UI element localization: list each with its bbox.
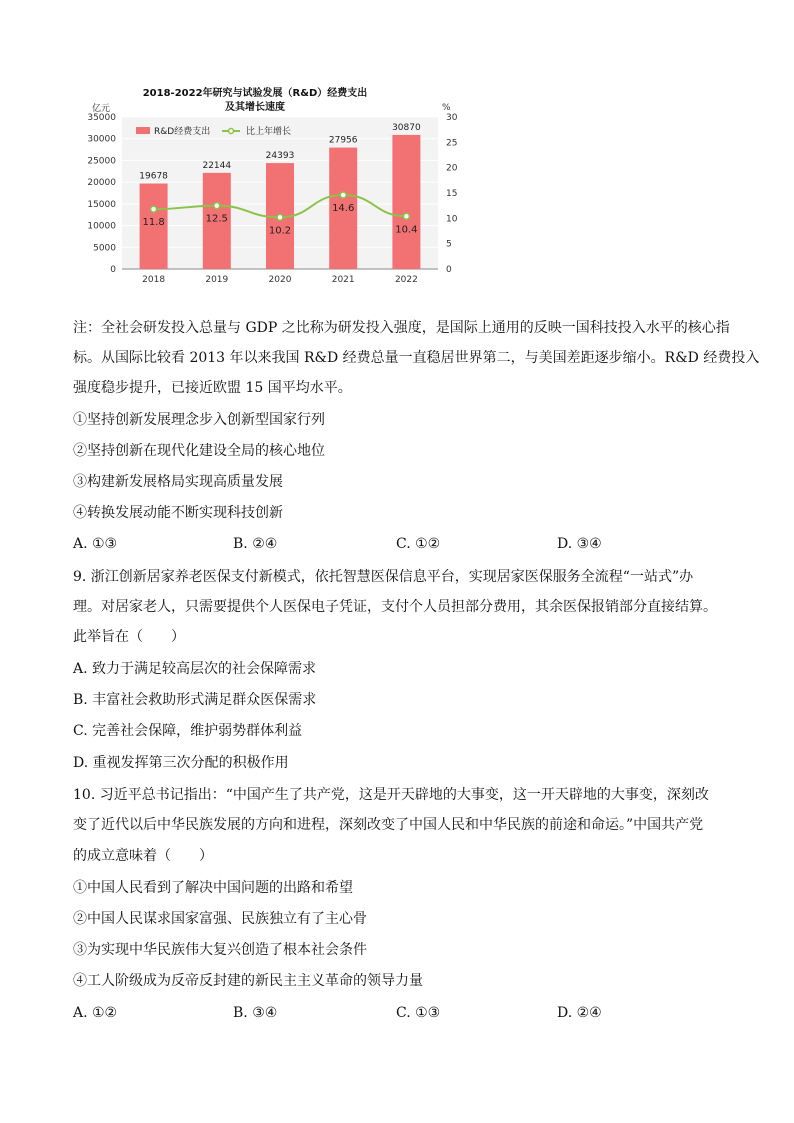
q8-item-1: ①坚持创新发展理念步入创新型国家行列	[73, 412, 325, 428]
q8-option-c[interactable]: C. ①②	[396, 536, 441, 552]
y-right-tick-label: 25	[446, 138, 458, 149]
bar-value-label: 27956	[328, 135, 358, 146]
bar-value-label: 22144	[202, 160, 232, 171]
q10-stem-line-2: 变了近代以后中华民族发展的方向和进程，深刻改变了中国人民和中华民族的前途和命运。”中国共产党	[73, 817, 704, 833]
q9-option-a[interactable]: A. 致力于满足较高层次的社会保障需求	[73, 661, 317, 677]
bar-value-label: 19678	[139, 171, 168, 182]
note-line-3: 强度稳步提升，已接近欧盟 15 国平均水平。	[73, 380, 352, 396]
q8-option-a[interactable]: A. ①③	[73, 536, 118, 552]
q8-option-b[interactable]: B. ②④	[233, 536, 278, 552]
note-line-1: 注：全社会研发投入总量与 GDP 之比称为研发投入强度，是国际上通用的反映一国科技投入水平的核心指	[73, 320, 730, 336]
legend-bar-swatch	[136, 127, 150, 134]
q9-stem-line-3: 此举旨在（ ）	[73, 629, 185, 645]
q8-item-2: ②坚持创新在现代化建设全局的核心地位	[73, 443, 325, 459]
q10-item-3: ③为实现中华民族伟大复兴创造了根本社会条件	[73, 942, 367, 958]
q9-option-c[interactable]: C. 完善社会保障，维护弱势群体利益	[73, 723, 303, 739]
growth-value-label: 12.5	[205, 213, 228, 225]
y-left-tick-label: 20000	[87, 178, 116, 189]
y-left-tick-label: 5000	[93, 243, 116, 254]
y-right-tick-label: 0	[446, 265, 452, 275]
q9-option-d[interactable]: D. 重视发挥第三次分配的积极作用	[73, 755, 289, 771]
y-right-tick-label: 20	[446, 163, 458, 174]
y-left-tick-label: 15000	[87, 199, 116, 210]
y-right-tick-label: 30	[446, 113, 458, 123]
bar-value-label: 24393	[265, 151, 295, 162]
legend-bar-label: R&D经费支出	[154, 127, 211, 137]
legend-line-label: 比上年增长	[246, 127, 292, 137]
rd-expenditure-chart	[0, 0, 794, 300]
legend-line-marker	[229, 129, 234, 134]
x-tick-label: 2019	[205, 275, 229, 285]
y-right-tick-label: 10	[446, 214, 458, 225]
y-left-tick-label: 30000	[87, 134, 116, 145]
growth-value-label: 11.8	[142, 217, 165, 229]
x-tick-label: 2020	[268, 275, 292, 285]
q9-stem-line-1: 9. 浙江创新居家养老医保支付新模式，依托智慧医保信息平台，实现居家医保服务全流程“一站式”办	[73, 569, 694, 585]
growth-point	[340, 192, 346, 198]
q10-stem-line-1: 10. 习近平总书记指出：“中国产生了共产党，这是开天辟地的大事变，这一开天辟地的大事变，深刻改	[73, 787, 709, 803]
q10-item-2: ②中国人民谋求国家富强、民族独立有了主心骨	[73, 911, 367, 927]
y-right-tick-label: 5	[446, 239, 452, 250]
x-tick-label: 2018	[142, 275, 166, 285]
y-left-tick-label: 0	[110, 265, 116, 275]
q8-option-d[interactable]: D. ③④	[557, 536, 602, 552]
q10-option-b[interactable]: B. ③④	[233, 1005, 278, 1021]
y-left-tick-label: 10000	[87, 221, 116, 232]
y-right-tick-label: 15	[446, 189, 458, 199]
chart-title-line1: 2018-2022年研究与试验发展（R&D）经费支出	[142, 88, 368, 99]
q10-item-1: ①中国人民看到了解决中国问题的出路和希望	[73, 880, 353, 896]
growth-point	[403, 213, 409, 219]
growth-value-label: 10.4	[395, 224, 418, 236]
growth-value-label: 10.2	[268, 225, 292, 237]
chart-title-line2: 及其增长速度	[225, 102, 285, 113]
q10-option-c[interactable]: C. ①③	[396, 1005, 441, 1021]
growth-point	[151, 206, 157, 212]
q10-item-4: ④工人阶级成为反帝反封建的新民主主义革命的领导力量	[73, 973, 423, 989]
q10-stem-line-3: 的成立意味着（ ）	[73, 848, 213, 864]
y-left-tick-label: 35000	[87, 113, 116, 123]
bar-value-label: 30870	[392, 122, 421, 133]
q8-item-4: ④转换发展动能不断实现科技创新	[73, 505, 283, 521]
y-left-tick-label: 25000	[87, 156, 116, 167]
x-tick-label: 2021	[331, 275, 355, 285]
growth-value-label: 14.6	[332, 203, 355, 215]
q10-option-d[interactable]: D. ②④	[557, 1005, 602, 1021]
q9-option-b[interactable]: B. 丰富社会救助形式满足群众医保需求	[73, 692, 317, 708]
growth-point	[214, 203, 220, 209]
q8-item-3: ③构建新发展格局实现高质量发展	[73, 474, 283, 490]
q9-stem-line-2: 理。对居家老人，只需要提供个人医保电子凭证，支付个人员担部分费用，其余医保报销部分直接结算。	[73, 599, 717, 615]
growth-point	[277, 214, 283, 220]
y-left-axis-label: 亿元	[92, 104, 111, 114]
x-tick-label: 2022	[394, 275, 418, 285]
y-right-axis-label: %	[442, 103, 451, 113]
note-line-2: 标。从国际比较看 2013 年以来我国 R&D 经费总量一直稳居世界第二，与美国差距逐步缩小。R&D 经费投入	[73, 350, 760, 366]
q10-option-a[interactable]: A. ①②	[73, 1005, 118, 1021]
bar	[392, 135, 420, 269]
